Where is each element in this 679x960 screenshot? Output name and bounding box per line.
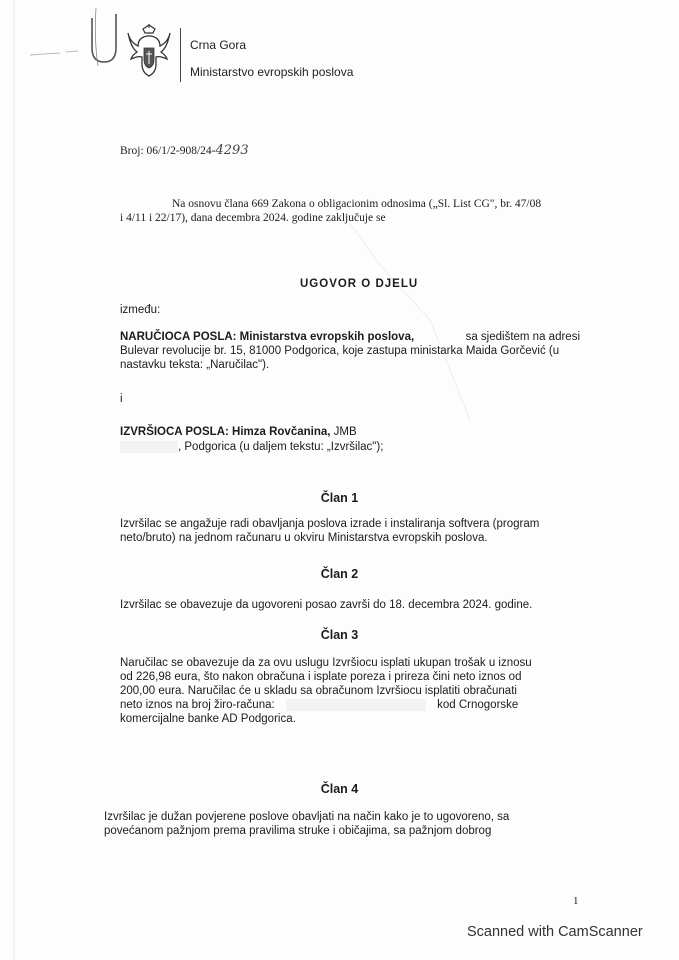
article-3-line-5: komercijalne banke AD Podgorica. (120, 713, 296, 725)
article-1-line-2: neto/bruto) na jednom računaru u okviru Ministarstva evropskih poslova. (120, 532, 488, 544)
coat-of-arms-icon (126, 24, 172, 80)
between-label: između: (120, 304, 161, 316)
article-4-line-1: Izvršilac je dužan povjerene poslove obavljati na način kako je to ugovoreno, sa (104, 811, 510, 823)
redacted-account (286, 699, 426, 711)
reference-number (120, 144, 249, 158)
bank-label: kod Crnogorske (437, 699, 519, 711)
article-3-line-3: 200,00 eura. Naručilac će u skladu sa obračunom Izvršiocu isplatiti obračunati (120, 685, 517, 697)
preamble-line-1: Na osnovu člana 669 Zakona o obligacionim odnosima („Sl. List CG", br. 47/08 (172, 198, 542, 210)
article-1-heading: Član 1 (320, 491, 359, 505)
page-number: 1 (573, 895, 579, 907)
article-2-heading: Član 2 (320, 567, 359, 581)
header-divider (180, 28, 181, 82)
party-client-line-1 (120, 330, 580, 344)
header-ministry: Ministarstvo evropskih poslova (190, 65, 354, 79)
party-contractor-label: IZVRŠIOCA POSLA: Himza Rovčanina, (120, 426, 331, 438)
scanner-watermark: Scanned with CamScanner (467, 924, 643, 940)
and-label: i (120, 393, 123, 405)
document-title: UGOVOR O DJELU (300, 278, 419, 290)
preamble-line-2: i 4/11 i 22/17), dana decembra 2024. godine zaključuje se (120, 212, 386, 224)
article-3-line-1: Naručilac se obavezuje da za ovu uslugu Izvršiocu isplati ukupan trošak u iznosu (120, 657, 532, 669)
article-3-line-4 (120, 698, 590, 712)
article-1-line-1: Izvršilac se angažuje radi obavljanja poslova izrade i instaliranja softvera (program (120, 518, 540, 530)
party-client-label: NARUČIOCA POSLA: Ministarstva evropskih poslova, (120, 331, 415, 343)
party-client-address-label: sa sjedištem na adresi (465, 331, 580, 343)
article-3-line-2: od 226,98 eura, što nakon obračuna i isplate poreza i prireza čini neto iznos od (120, 671, 522, 683)
party-client-line-2: Bulevar revolucije br. 15, 81000 Podgorica, koje zastupa ministarka Maida Gorčević (u (120, 345, 560, 357)
account-label: neto iznos na broj žiro-računa: (120, 699, 275, 711)
article-3-heading: Član 3 (320, 628, 359, 642)
party-contractor-line-1 (120, 425, 357, 439)
redacted-address (120, 441, 178, 453)
party-client-line-3: nastavku teksta: „Naručilac"). (120, 359, 270, 371)
article-2-line-1: Izvršilac se obavezuje da ugovoreni posao završi do 18. decembra 2024. godine. (120, 599, 533, 611)
reference-label: Broj: 06/1/2-908/24- (120, 145, 216, 157)
article-4-line-2: povećanom pažnjom prema pravilima struke i običajima, sa pažnjom dobrog (104, 825, 492, 837)
party-contractor-line-2 (120, 440, 383, 454)
header-country: Crna Gora (190, 38, 247, 52)
handwritten-number: 4293 (215, 143, 249, 158)
jmb-label: JMB (333, 426, 357, 438)
article-4-heading: Član 4 (320, 782, 359, 796)
party-contractor-city: , Podgorica (u daljem tekstu: „Izvršilac"); (178, 441, 384, 453)
